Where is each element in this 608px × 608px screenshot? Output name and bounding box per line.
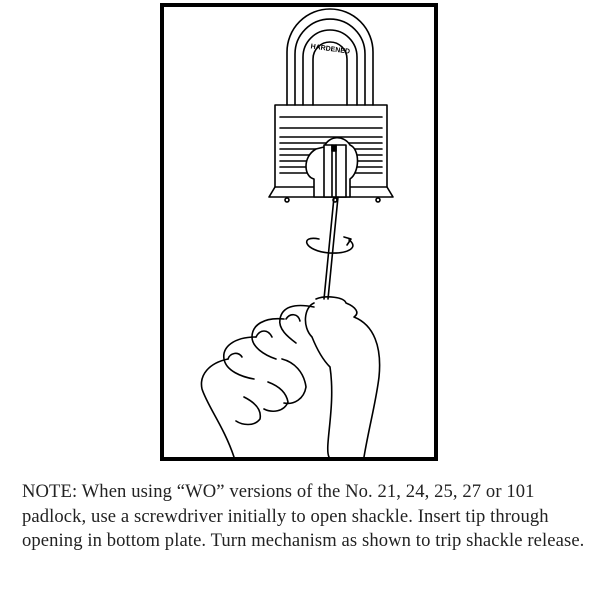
lock-body-icon: [269, 105, 393, 202]
hand-icon: [201, 297, 379, 457]
note-text: NOTE: When using “WO” versions of the No. 21, 24, 25, 27 or 101 padlock, use a screwdriver initially to open shackle. Insert tip through opening in bottom plate. Turn mechanism as shown to trip shackle release.: [22, 481, 585, 551]
screwdriver-icon: [324, 197, 338, 299]
illustration-frame: [160, 3, 438, 461]
shackle-stamp: HARDENED: [310, 43, 351, 56]
padlock-screwdriver-illustration: [164, 7, 434, 457]
shackle-icon: [287, 9, 373, 105]
